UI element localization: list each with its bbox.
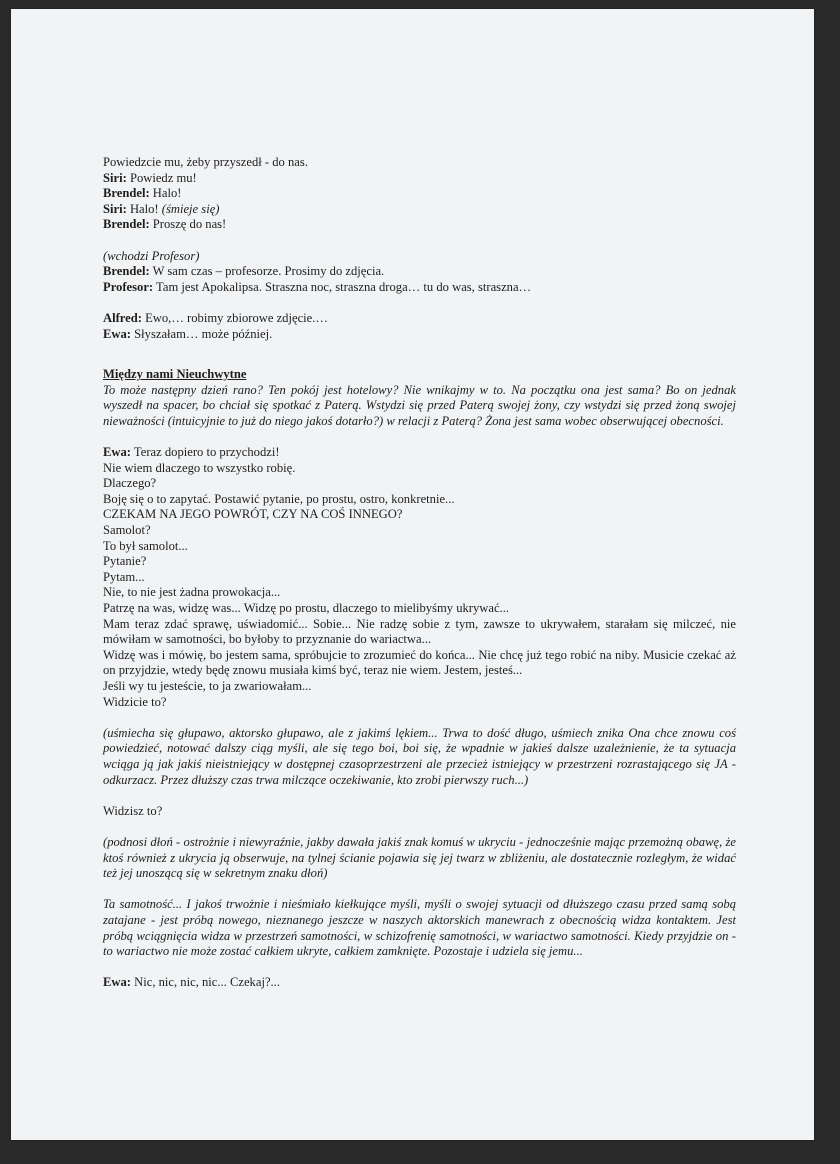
intro-paragraph: To może następny dzień rano? Ten pokój jest hotelowy? Nie wnikajmy w to. Na początku ona jest sama? Bo on jednak wyszedł na spacer, bo chciał się spotkać z Paterą. Wstydzi się przed Paterą swojej żony, czy wstydzi się przed żoną swojej nieważności (intuicyjnie to już do niego jakoś dotarło?) w relacji z Paterą? Żona jest sama wobec obserwującej obecności. [103,382,736,428]
document-page [11,9,814,1140]
dialogue-line: Profesor: Tam jest Apokalipsa. Straszna noc, straszna droga… tu do was, straszna… [103,279,532,294]
monologue-line: Nie wiem dlaczego to wszystko robię. [103,460,296,475]
dialogue-line: Ewa: Teraz dopiero to przychodzi! [103,445,280,460]
monologue-paragraph: Mam teraz zdać sprawę, uświadomić... Sobie... Nie radzę sobie z tym, zawsze to ukrywałem, starałam się milczeć, nie mówiłam w samotności, bo byłoby to przyznanie do wariactwa... [103,616,736,647]
monologue-line: Widzicie to? [103,694,167,709]
dialogue-line: Siri: Powiedz mu! [103,170,197,185]
dialogue-line: Alfred: Ewo,… robimy zbiorowe zdjęcie.… [103,310,328,325]
monologue-line: CZEKAM NA JEGO POWRÓT, CZY NA COŚ INNEGO? [103,507,403,522]
section-heading: Między nami Nieuchwytne [103,367,247,382]
stage-direction: (uśmiecha się głupawo, aktorsko głupawo, ale z jakimś lękiem... Trwa to dość długo, uśmiech znika Ona chce znowu coś powiedzieć, notować dalszy ciąg myśli, ale się tego boi, boi się, że wpadnie w jakieś dalsze uzależnienie, że ta sytuacja wciąga ją jak jakiś nieistniejący w dostępnej czasoprzestrzeni ale przecież istniejący w przestrzeni rozrastającego się JA - odkurzacz. Przez dłuższy czas trwa milczące oczekiwanie, kto zrobi pierwszy ruch...) [103,725,736,787]
dialogue-line: Ewa: Nic, nic, nic, nic... Czekaj?... [103,975,280,990]
monologue-line: Patrzę na was, widzę was... Widzę po prostu, dlaczego to mielibyśmy ukrywać... [103,601,509,616]
commentary-paragraph: Ta samotność... I jakoś trwożnie i nieśmiało kiełkujące myśli, myśli o swojej sytuacji od dłuższego czasu przed samą sobą zatajane - jest próbą nowego, nieznanego jeszcze w naszych aktorskich manewrach z obecnością widza kontaktem. Jest próbą wciągnięcia widza w przestrzeń samotności, w schizofrenię samotności, w wariactwo samotności. Kiedy przyjdzie on - to wariactwo nie może zostać całkiem ukryte, całkiem zamknięte. Pozostaje i udziela się jemu... [103,897,736,959]
stage-direction: (wchodzi Profesor) [103,248,200,263]
monologue-line: Dlaczego? [103,476,157,491]
dialogue-line: Brendel: Proszę do nas! [103,217,227,232]
dialogue-line: Siri: Halo! (śmieje się) [103,201,220,216]
dialogue-line: Brendel: W sam czas – profesorze. Prosimy do zdjęcia. [103,264,385,279]
monologue-line: Widzisz to? [103,803,163,818]
dialogue-line: Brendel: Halo! [103,186,182,201]
dialogue-line: Ewa: Słyszałam… może później. [103,326,273,341]
monologue-line: Nie, to nie jest żadna prowokacja... [103,585,281,600]
stage-direction: (podnosi dłoń - ostrożnie i niewyraźnie, jakby dawała jakiś znak komuś w ukryciu - jednocześnie mając przemożną obawę, że ktoś również z ukrycia ją obserwuje, na tylnej ścianie pojawia się jej twarz w zbliżeniu, ale dostatecznie rozległym, że widać też jej unoszącą się w sekretnym znaku dłoń) [103,834,736,881]
monologue-line: Pytam... [103,569,145,584]
monologue-paragraph: Widzę was i mówię, bo jestem sama, spróbujcie to zrozumieć do końca... Nie chcę już tego robić na niby. Musicie czekać aż on przyjdzie, wtedy będę znowu musiała kimś być, teraz nie wiem. Jestem, jesteś... [103,647,736,678]
monologue-line: Boję się o to zapytać. Postawić pytanie, po prostu, ostro, konkretnie... [103,491,455,506]
monologue-line: Pytanie? [103,554,147,569]
monologue-line: Samolot? [103,523,151,538]
monologue-line: To był samolot... [103,538,188,553]
dialogue-line: Powiedzcie mu, żeby przyszedł - do nas. [103,155,308,169]
monologue-line: Jeśli wy tu jesteście, to ja zwariowałam... [103,679,312,693]
document-text [103,155,736,991]
